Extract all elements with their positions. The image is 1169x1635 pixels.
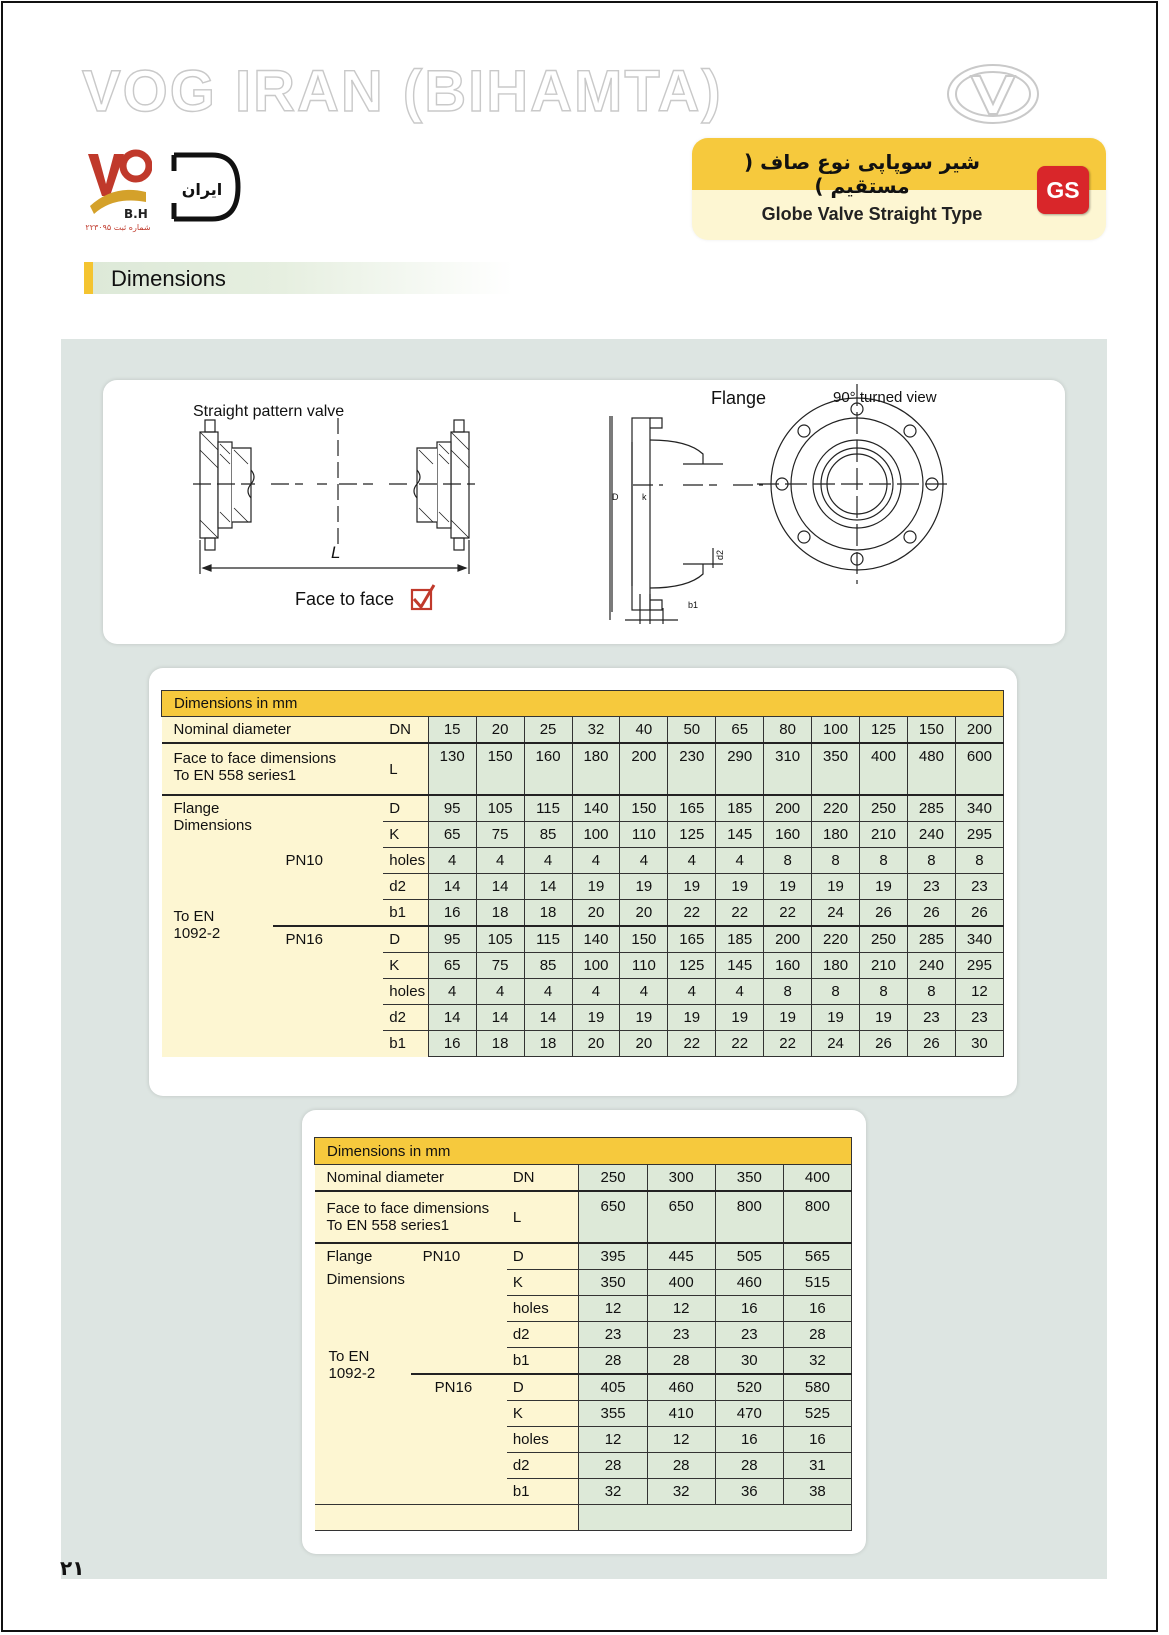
pn10-holes-cell: 16 (783, 1296, 851, 1322)
to-en-label (329, 1348, 376, 1382)
flange-dimensions-label (162, 795, 274, 1057)
sym-d2: d2 (507, 1453, 579, 1479)
pn16-b1-cell: 22 (716, 1031, 764, 1057)
pn16-holes-cell: 8 (764, 979, 812, 1005)
sym-b1: b1 (507, 1348, 579, 1375)
dn-cell: 50 (668, 717, 716, 744)
pn16-label: PN16 (273, 926, 383, 1057)
product-title-en: Globe Valve Straight Type (761, 204, 983, 224)
pn10-b1-cell: 18 (524, 900, 572, 927)
pn10-K-cell: 460 (715, 1270, 783, 1296)
pn10-holes-cell: 4 (428, 848, 476, 874)
pn16-d2-cell: 14 (476, 1005, 524, 1031)
sym-d2: d2 (383, 874, 428, 900)
pn10-d2-cell: 19 (716, 874, 764, 900)
pn16-b1-cell: 32 (647, 1479, 715, 1505)
pn10-D-cell: 250 (860, 795, 908, 822)
sym-holes: holes (383, 979, 428, 1005)
dn-symbol: DN (383, 717, 428, 744)
pn16-D-cell: 165 (668, 926, 716, 953)
pn16-b1-cell: 16 (428, 1031, 476, 1057)
dn-cell: 100 (812, 717, 860, 744)
table1-pn16-D-row (162, 926, 1004, 953)
pn16-K-cell: 145 (716, 953, 764, 979)
sym-d2: d2 (383, 1005, 428, 1031)
pn16-K-cell: 470 (715, 1401, 783, 1427)
pn10-holes-cell: 12 (647, 1296, 715, 1322)
pn16-b1-cell: 22 (668, 1031, 716, 1057)
pn16-b1-cell: 22 (764, 1031, 812, 1057)
pn10-label: PN10 (273, 795, 383, 926)
pn10-K-cell: 65 (428, 822, 476, 848)
pn10-b1-cell: 28 (647, 1348, 715, 1375)
bihamta-logo (84, 144, 152, 234)
l-cell: 400 (860, 743, 908, 795)
pn16-K-cell: 410 (647, 1401, 715, 1427)
pn10-b1-cell: 22 (716, 900, 764, 927)
pn10-b1-cell: 28 (579, 1348, 647, 1375)
pn16-d2-cell: 19 (668, 1005, 716, 1031)
section-title: Dimensions (111, 266, 226, 291)
dn-cell: 65 (716, 717, 764, 744)
pn10-K-cell: 240 (907, 822, 955, 848)
pn10-K-cell: 145 (716, 822, 764, 848)
pn16-d2-cell: 19 (620, 1005, 668, 1031)
pn10-holes-cell: 4 (620, 848, 668, 874)
pn16-b1-cell: 20 (620, 1031, 668, 1057)
to-en-line-2: 1092-2 (328, 1365, 376, 1382)
pn16-d2-cell: 19 (716, 1005, 764, 1031)
pn16-b1-cell: 32 (579, 1479, 647, 1505)
pn16-d2-cell: 23 (955, 1005, 1003, 1031)
pn16-d2-cell: 14 (524, 1005, 572, 1031)
l-cell: 650 (647, 1191, 715, 1243)
pn16-d2-cell: 19 (860, 1005, 908, 1031)
flange-line-1: Flange (173, 800, 220, 817)
pn16-b1-cell: 18 (524, 1031, 572, 1057)
nominal-diameter-label: Nominal diameter (315, 1165, 507, 1192)
pn10-d2-cell: 23 (715, 1322, 783, 1348)
l-cell: 290 (716, 743, 764, 795)
pn16-K-cell: 355 (579, 1401, 647, 1427)
pn10-holes-cell: 4 (716, 848, 764, 874)
pn16-D-cell: 250 (860, 926, 908, 953)
pn16-D-cell: 105 (476, 926, 524, 953)
pn16-d2-cell: 19 (812, 1005, 860, 1031)
pn16-d2-cell: 14 (428, 1005, 476, 1031)
brand-outline-title: VOG IRAN (BIHAMTA) (82, 59, 723, 124)
pn16-b1-cell: 38 (783, 1479, 851, 1505)
dn-cell: 350 (715, 1165, 783, 1192)
pn16-holes-cell: 12 (955, 979, 1003, 1005)
pn16-D-cell: 285 (907, 926, 955, 953)
sym-holes: holes (507, 1296, 579, 1322)
table2-length-row (315, 1191, 852, 1243)
length-label: L (331, 543, 341, 562)
pn16-K-cell: 75 (476, 953, 524, 979)
sym-d2: d2 (507, 1322, 579, 1348)
pn16-D-cell: 185 (716, 926, 764, 953)
to-en-line-1: To EN (328, 1348, 370, 1365)
sym-D: D (507, 1374, 579, 1401)
pn10-b1-cell: 20 (620, 900, 668, 927)
pn16-holes-cell: 4 (524, 979, 572, 1005)
ftf-line-2: To EN 558 series1 (326, 1217, 450, 1234)
pn10-K-cell: 515 (783, 1270, 851, 1296)
valve-diagram (103, 380, 1065, 644)
pn10-K-cell: 85 (524, 822, 572, 848)
page-number: ۲۱ (60, 1556, 85, 1580)
pn10-d2-cell: 23 (579, 1322, 647, 1348)
sym-K: K (383, 822, 428, 848)
pn10-b1-cell: 26 (860, 900, 908, 927)
pn10-d2-cell: 19 (668, 874, 716, 900)
pn16-holes-cell: 8 (907, 979, 955, 1005)
pn16-K-cell: 210 (860, 953, 908, 979)
pn16-D-cell: 405 (579, 1374, 647, 1401)
pn10-d2-cell: 19 (812, 874, 860, 900)
table2-footer-row (315, 1505, 852, 1531)
sym-b1: b1 (383, 1031, 428, 1057)
pn16-d2-cell: 28 (715, 1453, 783, 1479)
diagram-card (103, 380, 1065, 644)
dn-cell: 25 (524, 717, 572, 744)
pn10-D-cell: 285 (907, 795, 955, 822)
pn16-K-cell: 180 (812, 953, 860, 979)
dn-cell: 80 (764, 717, 812, 744)
sym-D: D (383, 795, 428, 822)
face-to-face-dimensions-label (162, 743, 384, 795)
pn16-K-cell: 65 (428, 953, 476, 979)
to-en-line-1: To EN (173, 908, 215, 925)
pn10-K-cell: 295 (955, 822, 1003, 848)
table1-header-row (162, 691, 1004, 717)
pn10-b1-cell: 22 (668, 900, 716, 927)
pn10-b1-cell: 22 (764, 900, 812, 927)
pn16-holes-cell: 8 (860, 979, 908, 1005)
pn10-b1-cell: 18 (476, 900, 524, 927)
diagram-d-label: D (612, 492, 619, 502)
pn10-K-cell: 110 (620, 822, 668, 848)
pn16-holes-cell: 16 (715, 1427, 783, 1453)
pn10-b1-cell: 24 (812, 900, 860, 927)
table2-footer-blank (315, 1505, 579, 1531)
pn16-holes-cell: 16 (783, 1427, 851, 1453)
flange-dimensions-label (315, 1243, 411, 1505)
pn10-D-cell: 445 (647, 1243, 715, 1270)
pn16-holes-cell: 4 (572, 979, 620, 1005)
dn-symbol: DN (507, 1165, 579, 1192)
pn10-D-cell: 200 (764, 795, 812, 822)
dimensions-table-1 (161, 690, 1004, 1057)
pn10-holes-cell: 8 (812, 848, 860, 874)
ftf-line-1: Face to face dimensions (326, 1200, 490, 1217)
pn10-K-cell: 160 (764, 822, 812, 848)
pn16-d2-cell: 19 (572, 1005, 620, 1031)
vog-outline-logo (945, 62, 1041, 126)
pn16-b1-cell: 18 (476, 1031, 524, 1057)
pn16-D-cell: 220 (812, 926, 860, 953)
pn10-holes-cell: 8 (764, 848, 812, 874)
sym-K: K (507, 1401, 579, 1427)
pn16-d2-cell: 28 (579, 1453, 647, 1479)
pn16-D-cell: 115 (524, 926, 572, 953)
pn16-D-cell: 460 (647, 1374, 715, 1401)
sym-D: D (383, 926, 428, 953)
pn10-D-cell: 185 (716, 795, 764, 822)
pn10-K-cell: 100 (572, 822, 620, 848)
pn10-d2-cell: 28 (783, 1322, 851, 1348)
pn10-b1-cell: 32 (783, 1348, 851, 1375)
pn16-b1-cell: 26 (860, 1031, 908, 1057)
sym-b1: b1 (507, 1479, 579, 1505)
table2-header-row (315, 1138, 852, 1165)
pn10-d2-cell: 23 (955, 874, 1003, 900)
l-cell: 800 (783, 1191, 851, 1243)
pn10-K-cell: 125 (668, 822, 716, 848)
section-heading (84, 262, 513, 294)
pn10-D-cell: 140 (572, 795, 620, 822)
to-en-label (174, 908, 221, 942)
pn16-d2-cell: 31 (783, 1453, 851, 1479)
table1-dn-row (162, 717, 1004, 744)
pn10-d2-cell: 23 (907, 874, 955, 900)
table1-header: Dimensions in mm (162, 691, 1004, 717)
pn16-K-cell: 85 (524, 953, 572, 979)
product-title-box (692, 138, 1106, 240)
pn10-holes-cell: 4 (668, 848, 716, 874)
pn16-D-cell: 95 (428, 926, 476, 953)
l-cell: 800 (715, 1191, 783, 1243)
pn10-b1-cell: 20 (572, 900, 620, 927)
pn10-D-cell: 505 (715, 1243, 783, 1270)
gs-badge: GS (1037, 166, 1089, 214)
pn10-D-cell: 220 (812, 795, 860, 822)
ftf-line-1: Face to face dimensions (173, 750, 337, 767)
pn10-D-cell: 340 (955, 795, 1003, 822)
l-cell: 160 (524, 743, 572, 795)
flange-line-1: Flange (326, 1248, 373, 1265)
l-cell: 480 (907, 743, 955, 795)
sym-holes: holes (507, 1427, 579, 1453)
l-cell: 130 (428, 743, 476, 795)
ftf-line-2: To EN 558 series1 (173, 767, 297, 784)
pn16-b1-cell: 36 (715, 1479, 783, 1505)
pn16-K-cell: 240 (907, 953, 955, 979)
pn16-K-cell: 525 (783, 1401, 851, 1427)
l-cell: 650 (579, 1191, 647, 1243)
pn10-K-cell: 350 (579, 1270, 647, 1296)
pn16-holes-cell: 4 (620, 979, 668, 1005)
logo-reg-text: شماره ثبت ۲۲۳۰۹۵ (85, 223, 151, 232)
pn10-d2-cell: 19 (860, 874, 908, 900)
l-cell: 310 (764, 743, 812, 795)
face-to-face-label: Face to face (295, 589, 395, 609)
l-cell: 150 (476, 743, 524, 795)
pn16-D-cell: 580 (783, 1374, 851, 1401)
pn16-b1-cell: 24 (812, 1031, 860, 1057)
pn16-holes-cell: 4 (716, 979, 764, 1005)
table1-pn10-D-row (162, 795, 1004, 822)
pn10-d2-cell: 23 (647, 1322, 715, 1348)
pn16-d2-cell: 23 (907, 1005, 955, 1031)
pn16-d2-cell: 19 (764, 1005, 812, 1031)
table1-length-row (162, 743, 1004, 795)
product-title-fa: شیر سوپاپی نوع صاف ( مستقیم ) (743, 150, 980, 198)
pn16-K-cell: 100 (572, 953, 620, 979)
pn16-b1-cell: 30 (955, 1031, 1003, 1057)
pn10-b1-cell: 26 (907, 900, 955, 927)
pn10-d2-cell: 14 (524, 874, 572, 900)
flange-line-2: Dimensions (173, 817, 252, 834)
pn16-holes-cell: 12 (647, 1427, 715, 1453)
table2-pn10-D-row (315, 1243, 852, 1270)
pn10-D-cell: 165 (668, 795, 716, 822)
isiri-text: ایران (181, 180, 223, 199)
sym-b1: b1 (383, 900, 428, 927)
pn10-d2-cell: 19 (620, 874, 668, 900)
pn16-D-cell: 140 (572, 926, 620, 953)
pn10-K-cell: 180 (812, 822, 860, 848)
flange-label: Flange (711, 388, 767, 408)
pn10-D-cell: 150 (620, 795, 668, 822)
pn10-holes-cell: 8 (955, 848, 1003, 874)
pn10-d2-cell: 14 (428, 874, 476, 900)
turned-view-label: 90° turned view (833, 389, 937, 406)
pn16-b1-cell: 26 (907, 1031, 955, 1057)
pn10-D-cell: 115 (524, 795, 572, 822)
l-cell: 230 (668, 743, 716, 795)
dn-cell: 400 (783, 1165, 851, 1192)
face-to-face-dimensions-label (315, 1191, 507, 1243)
nominal-diameter-label: Nominal diameter (162, 717, 384, 744)
pn10-b1-cell: 30 (715, 1348, 783, 1375)
flange-line-2: Dimensions (326, 1271, 405, 1288)
pn16-K-cell: 160 (764, 953, 812, 979)
straight-pattern-label: Straight pattern valve (193, 403, 345, 420)
dimensions-table-2 (314, 1137, 852, 1531)
dn-cell: 32 (572, 717, 620, 744)
pn10-holes-cell: 8 (907, 848, 955, 874)
table2-header: Dimensions in mm (315, 1138, 852, 1165)
l-cell: 180 (572, 743, 620, 795)
pn10-d2-cell: 14 (476, 874, 524, 900)
pn16-D-cell: 150 (620, 926, 668, 953)
pn16-holes-cell: 4 (668, 979, 716, 1005)
pn16-K-cell: 125 (668, 953, 716, 979)
dn-cell: 150 (907, 717, 955, 744)
logo-bh-text: B.H (124, 207, 148, 221)
pn16-holes-cell: 8 (812, 979, 860, 1005)
pn10-holes-cell: 8 (860, 848, 908, 874)
pn10-b1-cell: 16 (428, 900, 476, 927)
sym-K: K (507, 1270, 579, 1296)
pn10-holes-cell: 4 (524, 848, 572, 874)
pn16-b1-cell: 20 (572, 1031, 620, 1057)
diagram-d2-label: d2 (715, 549, 725, 560)
pn10-D-cell: 565 (783, 1243, 851, 1270)
l-cell: 200 (620, 743, 668, 795)
to-en-line-2: 1092-2 (173, 925, 221, 942)
pn10-d2-cell: 19 (764, 874, 812, 900)
pn10-D-cell: 105 (476, 795, 524, 822)
table2-footer-green (579, 1505, 852, 1531)
pn10-b1-cell: 26 (955, 900, 1003, 927)
diagram-k-label: k (642, 492, 647, 502)
pn16-K-cell: 110 (620, 953, 668, 979)
pn10-K-cell: 400 (647, 1270, 715, 1296)
dn-cell: 300 (647, 1165, 715, 1192)
sym-K: K (383, 953, 428, 979)
pn16-d2-cell: 28 (647, 1453, 715, 1479)
diagram-b1-label: b1 (688, 600, 699, 610)
pn10-holes-cell: 4 (572, 848, 620, 874)
pn10-label: PN10 (411, 1243, 507, 1374)
pn10-D-cell: 395 (579, 1243, 647, 1270)
pn16-holes-cell: 4 (428, 979, 476, 1005)
dn-cell: 200 (955, 717, 1003, 744)
dn-cell: 125 (860, 717, 908, 744)
dn-cell: 250 (579, 1165, 647, 1192)
l-cell: 600 (955, 743, 1003, 795)
pn10-K-cell: 210 (860, 822, 908, 848)
pn10-d2-cell: 19 (572, 874, 620, 900)
isiri-standard-logo (168, 149, 244, 225)
pn16-holes-cell: 12 (579, 1427, 647, 1453)
pn10-D-cell: 95 (428, 795, 476, 822)
pn10-K-cell: 75 (476, 822, 524, 848)
pn16-D-cell: 200 (764, 926, 812, 953)
pn10-holes-cell: 12 (579, 1296, 647, 1322)
pn10-holes-cell: 16 (715, 1296, 783, 1322)
sym-holes: holes (383, 848, 428, 874)
sym-D: D (507, 1243, 579, 1270)
pn16-label: PN16 (411, 1374, 507, 1505)
l-symbol: L (507, 1191, 579, 1243)
dn-cell: 15 (428, 717, 476, 744)
l-cell: 350 (812, 743, 860, 795)
dn-cell: 40 (620, 717, 668, 744)
table2-dn-row (315, 1165, 852, 1192)
pn16-D-cell: 340 (955, 926, 1003, 953)
pn16-holes-cell: 4 (476, 979, 524, 1005)
pn10-holes-cell: 4 (476, 848, 524, 874)
l-symbol: L (383, 743, 428, 795)
dn-cell: 20 (476, 717, 524, 744)
pn16-K-cell: 295 (955, 953, 1003, 979)
pn16-D-cell: 520 (715, 1374, 783, 1401)
